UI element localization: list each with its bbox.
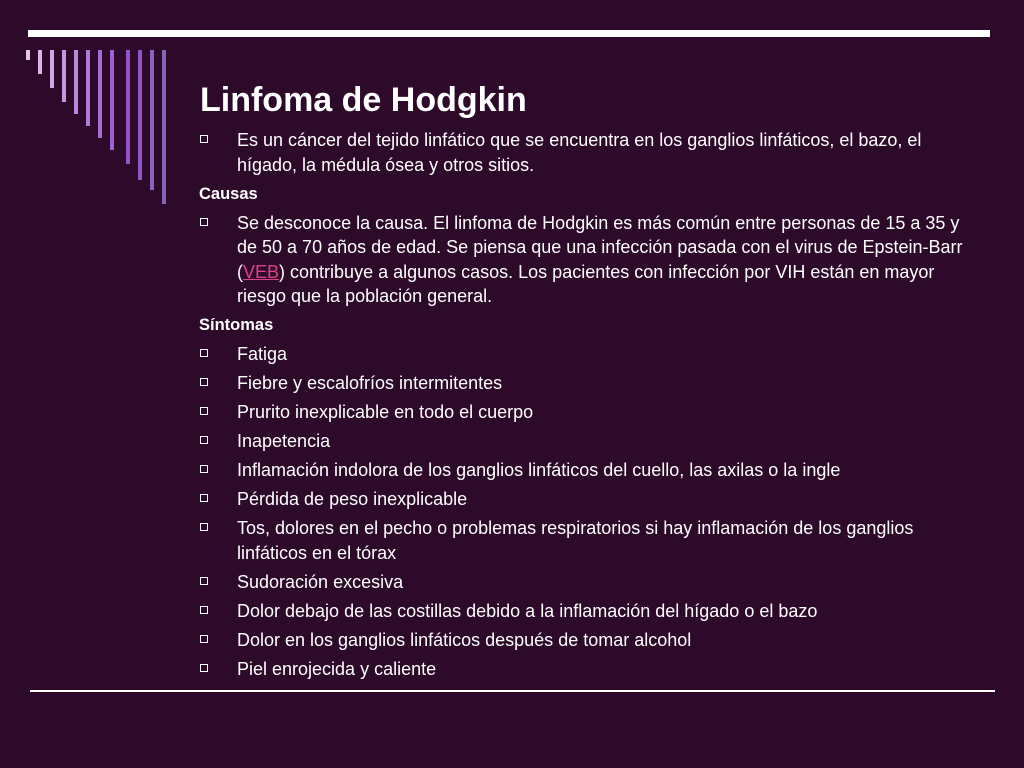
symptom-text: Tos, dolores en el pecho o problemas respiratorios si hay inflamación de los ganglios linfáticos en el tórax [237, 518, 914, 563]
square-bullet-icon [200, 523, 208, 531]
bullet-item-causes [199, 211, 969, 309]
causes-text-after-link: ) contribuye a algunos casos. Los pacientes con infección por VIH están en mayor riesgo que la población general. [237, 261, 935, 306]
veb-link[interactable]: VEB [243, 261, 280, 282]
symptom-item [199, 458, 969, 483]
symptom-item [199, 599, 969, 624]
bullet-item-intro [199, 128, 969, 177]
square-bullet-icon [200, 378, 208, 386]
square-bullet-icon [200, 407, 208, 415]
section-heading-causes: Causas [199, 184, 258, 203]
symptom-text: Inflamación indolora de los ganglios linfáticos del cuello, las axilas o la ingle [237, 460, 841, 480]
decorative-bar [74, 50, 78, 114]
symptom-text: Inapetencia [237, 431, 331, 451]
section-heading-symptoms: Síntomas [199, 316, 274, 334]
square-bullet-icon [200, 218, 208, 226]
symptom-item [199, 657, 969, 682]
decorative-bar [50, 50, 54, 88]
causes-text-before-link: Se desconoce la causa. El linfoma de Hodgkin es más común entre personas de 15 a 35 y de 50 a 70 años de edad. Se piensa que una infección pasada con el virus de Epstein-Barr ( [237, 212, 963, 282]
symptom-text: Piel enrojecida y caliente [237, 658, 437, 679]
decorative-bar [98, 50, 102, 138]
symptom-text: Dolor debajo de las costillas debido a la inflamación del hígado o el bazo [237, 600, 818, 621]
decorative-bar [150, 50, 154, 190]
symptom-text: Prurito inexplicable en todo el cuerpo [237, 402, 534, 422]
square-bullet-icon [200, 577, 208, 585]
symptom-item [199, 628, 969, 653]
decorative-bar [138, 50, 142, 180]
decorative-bar [38, 50, 42, 74]
square-bullet-icon [200, 349, 208, 357]
top-rule [28, 30, 990, 37]
decorative-bar [162, 50, 166, 204]
symptom-item [199, 570, 969, 595]
decorative-bar [110, 50, 114, 150]
symptom-text: Fiebre y escalofríos intermitentes [237, 373, 503, 393]
symptom-item [199, 371, 969, 396]
intro-text: Es un cáncer del tejido linfático que se encuentra en los ganglios linfáticos, el bazo, el hígado, la médula ósea y otros sitios. [237, 130, 922, 175]
bottom-rule [30, 690, 995, 692]
symptom-item [199, 400, 969, 425]
symptom-text: Dolor en los ganglios linfáticos después de tomar alcohol [237, 629, 692, 650]
slide-content [199, 128, 969, 686]
symptom-text: Sudoración excesiva [237, 571, 404, 592]
square-bullet-icon [200, 465, 208, 473]
square-bullet-icon [200, 606, 208, 614]
square-bullet-icon [200, 436, 208, 444]
symptom-text: Fatiga [237, 344, 288, 364]
symptom-item [199, 516, 969, 565]
decorative-bar [86, 50, 90, 126]
slide-title: Linfoma de Hodgkin [200, 81, 527, 119]
symptom-item [199, 429, 969, 454]
decorative-bar [62, 50, 66, 102]
square-bullet-icon [200, 664, 208, 672]
symptom-item [199, 487, 969, 512]
square-bullet-icon [200, 494, 208, 502]
decorative-bar [126, 50, 130, 164]
decorative-bar [26, 50, 30, 60]
square-bullet-icon [200, 635, 208, 643]
symptom-text: Pérdida de peso inexplicable [237, 489, 468, 509]
square-bullet-icon [200, 135, 208, 143]
symptom-item [199, 342, 969, 367]
